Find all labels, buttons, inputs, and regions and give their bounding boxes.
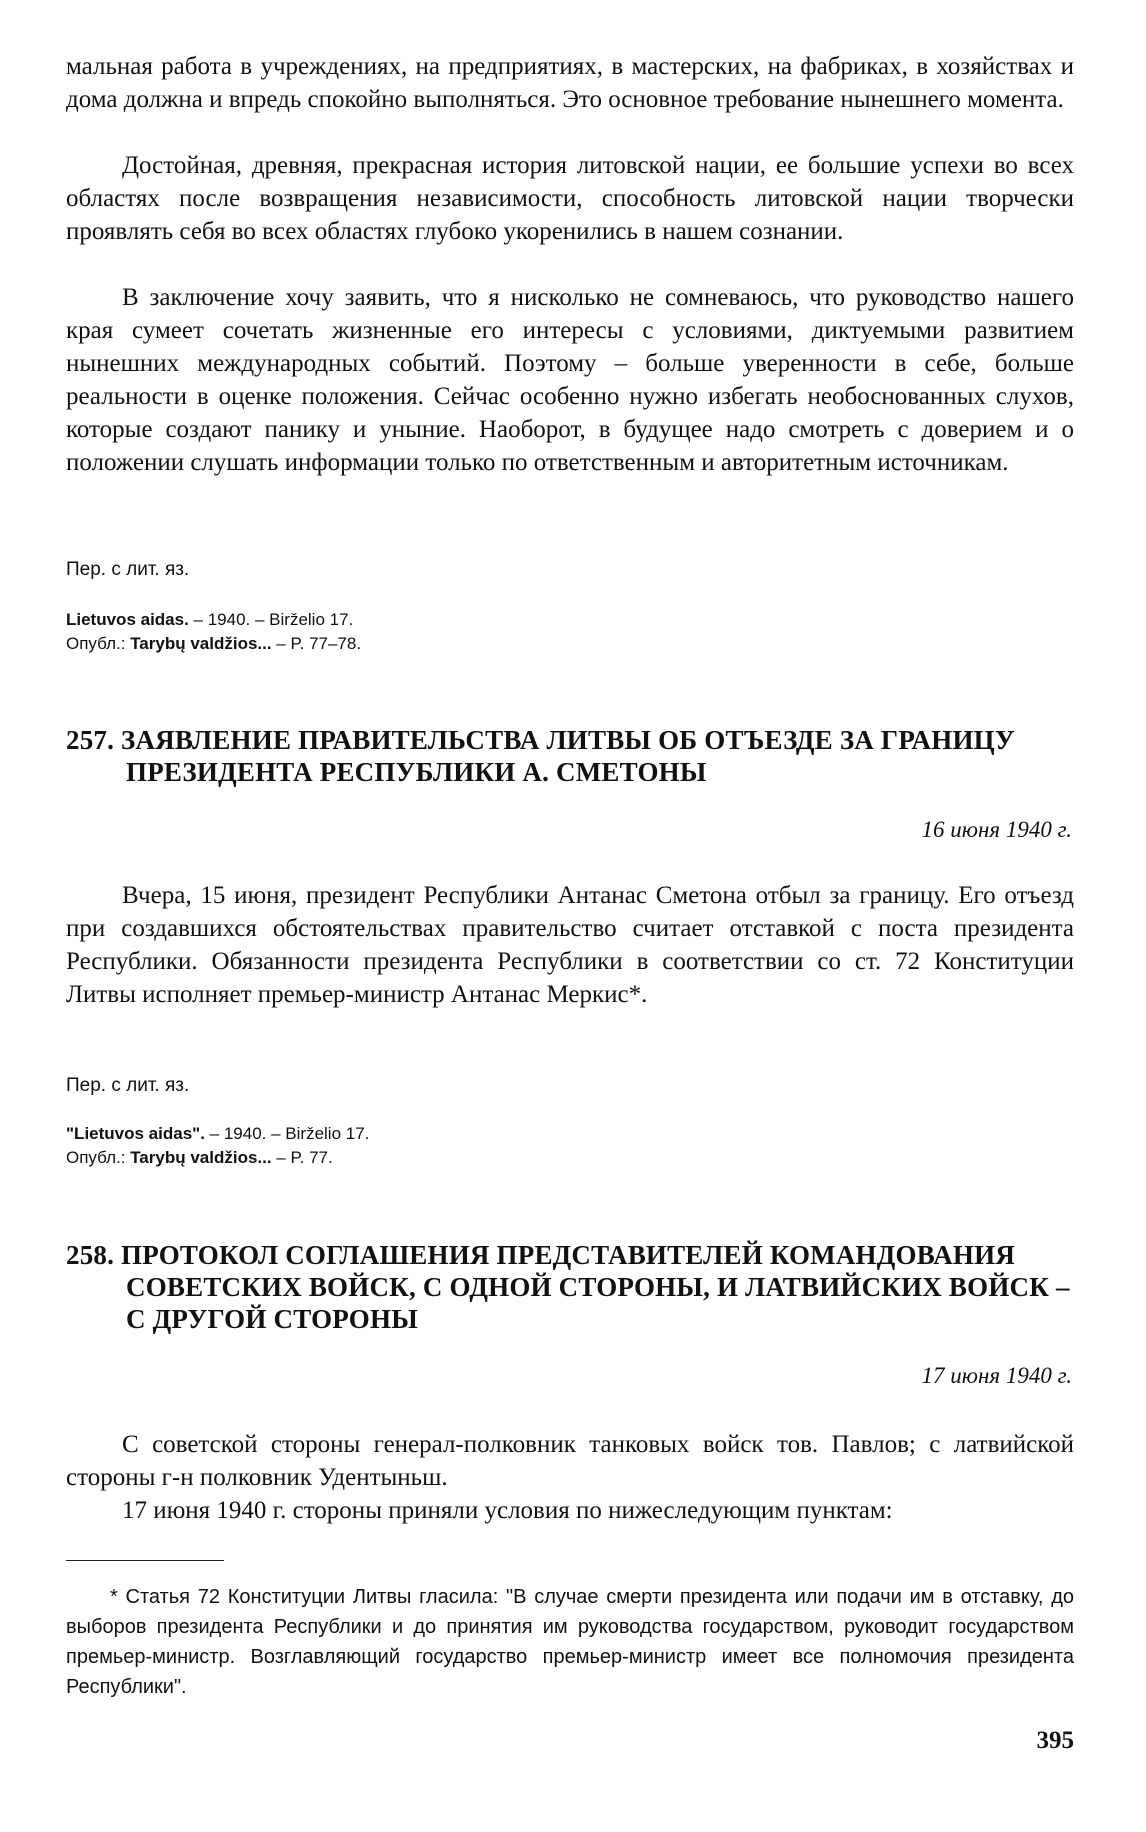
- heading-line: С ДРУГОЙ СТОРОНЫ: [126, 1304, 418, 1334]
- document-257-heading: [66, 724, 1086, 788]
- heading-line: 257. ЗАЯВЛЕНИЕ ПРАВИТЕЛЬСТВА ЛИТВЫ ОБ ОТЪЕЗДЕ ЗА ГРАНИЦУ: [66, 725, 1015, 755]
- document-258-conditions: 17 июня 1940 г. стороны приняли условия по нижеследующим пунктам:: [122, 1497, 893, 1524]
- heading-line: СОВЕТСКИХ ВОЙСК, С ОДНОЙ СТОРОНЫ, И ЛАТВИЙСКИХ ВОЙСК –: [126, 1272, 1070, 1302]
- document-257-body: Вчера, 15 июня, президент Республики Антанас Сметона отбыл за границу. Его отъезд при создавшихся обстоятельствах правительство считает отставкой с поста президента Республики. Обязанности президента Республики в соответствии со ст. 72 Конституции Литвы исполняет премьер-министр Антанас Меркис*.: [66, 882, 1074, 1008]
- published-label: Опубл.:: [66, 634, 131, 653]
- published-label: Опубл.:: [66, 1148, 131, 1167]
- footnote: * Статья 72 Конституции Литвы гласила: "В случае смерти президента или подачи им в отставку, до выборов президента Республики и до принятия им руководства государством, руководит государством премьер-министр. Возглавляющий государство премьер-министр имеет все полномочия президента Республики".: [66, 1586, 1074, 1698]
- source-title: "Lietuvos aidas".: [66, 1124, 205, 1143]
- source-details: – 1940. – Birželio 17.: [188, 610, 354, 629]
- source-reference: [66, 608, 353, 631]
- document-257-date: 16 июня 1940 г.: [921, 817, 1072, 842]
- document-258-heading: [66, 1239, 1086, 1335]
- heading-line: ПРЕЗИДЕНТА РЕСПУБЛИКИ А. СМЕТОНЫ: [126, 757, 707, 787]
- source-details: – 1940. – Birželio 17.: [204, 1124, 370, 1143]
- published-title: Tarybų valdžios...: [130, 1148, 272, 1167]
- publication-reference: [66, 632, 361, 655]
- paragraph-conclusion: В заключение хочу заявить, что я нисколько не сомневаюсь, что руководство нашего края сумеет сочетать жизненные его интересы с условиями, диктуемыми развитием нынешних международных событий. Поэтому – больше уверенности в себе, больше реальности в оценке положения. Сейчас особенно нужно избегать необоснованных слухов, которые создают панику и уныние. Наоборот, в будущее надо смотреть с доверием и о положении слушать информации только по ответственным и авторитетным источникам.: [66, 284, 1074, 476]
- document-258-parties: С советской стороны генерал-полковник танковых войск тов. Павлов; с латвийской стороны г-н полковник Удентыньш.: [66, 1431, 1074, 1491]
- published-details: – P. 77.: [271, 1148, 333, 1167]
- translation-note: Пер. с лит. яз.: [66, 559, 190, 580]
- published-details: – P. 77–78.: [271, 634, 362, 653]
- footnote-divider: [66, 1560, 224, 1561]
- source-title: Lietuvos aidas.: [66, 610, 189, 629]
- translation-note: Пер. с лит. яз.: [66, 1075, 190, 1096]
- paragraph-continuation: мальная работа в учреждениях, на предприятиях, в мастерских, на фабриках, в хозяйствах и дома должна и впредь спокойно выполняться. Это основное требование нынешнего момента.: [66, 53, 1074, 113]
- publication-reference: [66, 1146, 333, 1169]
- heading-line: 258. ПРОТОКОЛ СОГЛАШЕНИЯ ПРЕДСТАВИТЕЛЕЙ КОМАНДОВАНИЯ: [66, 1240, 1016, 1270]
- document-258-date: 17 июня 1940 г.: [921, 1363, 1072, 1388]
- page-number: 395: [1036, 1727, 1074, 1754]
- published-title: Tarybų valdžios...: [130, 634, 272, 653]
- source-reference: [66, 1122, 369, 1145]
- paragraph-history: Достойная, древняя, прекрасная история литовской нации, ее большие успехи во всех областях после возвращения независимости, способность литовской нации творчески проявлять себя во всех областях глубоко укоренились в нашем сознании.: [66, 152, 1074, 245]
